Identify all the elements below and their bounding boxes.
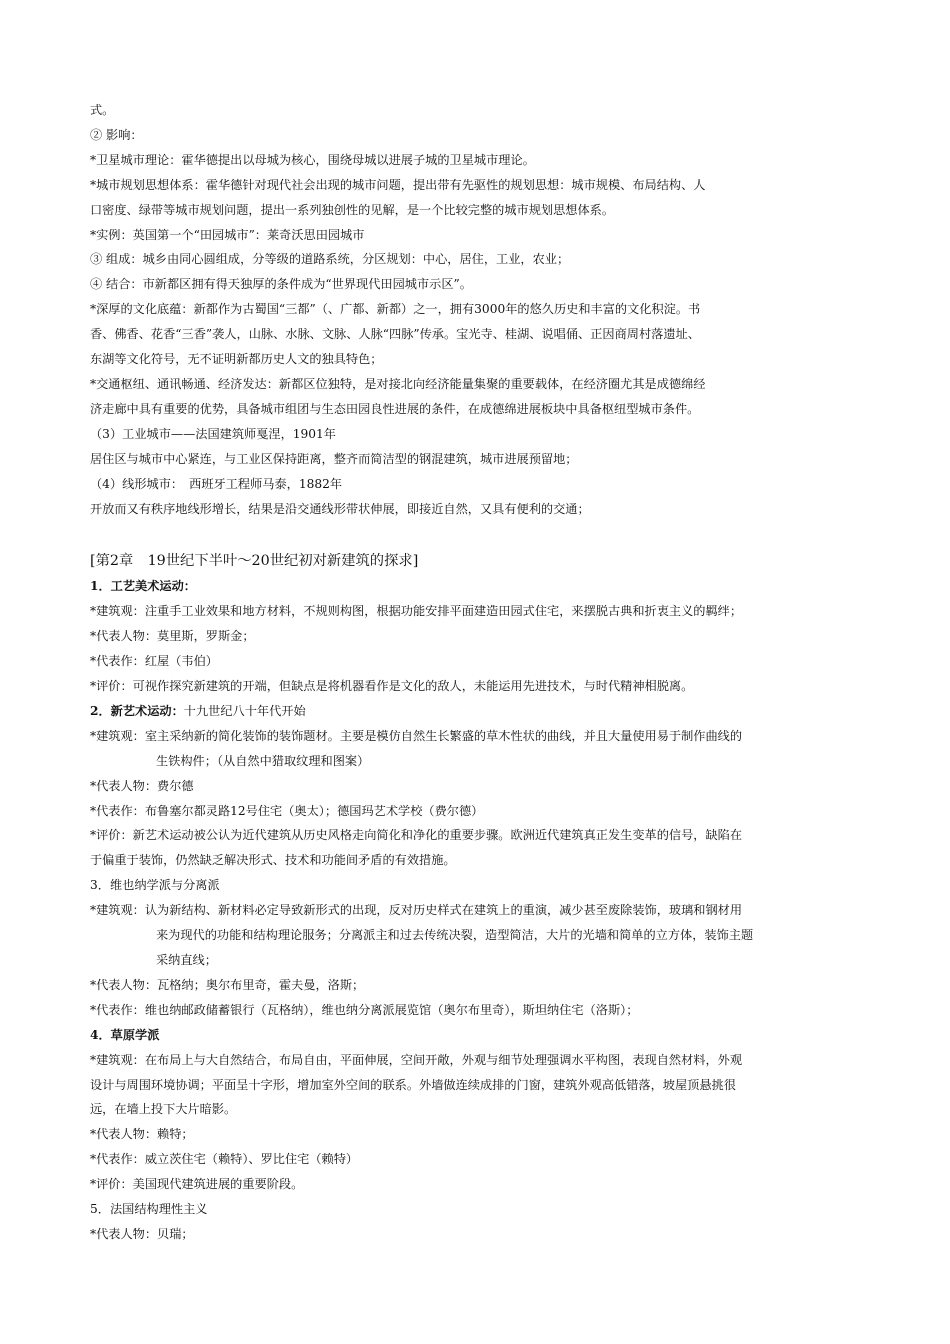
text-line: *代表作：布鲁塞尔都灵路12号住宅（奥太）；德国玛艺术学校（费尔德） [90, 803, 484, 818]
section-garden-city [90, 98, 870, 521]
text-line: 口密度、绿带等城市规划问题，提出一系列独创性的见解，是一个比较完整的城市规划思想体系。 [90, 202, 615, 217]
text-line: *代表作：维也纳邮政储蓄银行（瓦格纳），维也纳分离派展览馆（奥尔布里奇），斯坦纳住宅（洛斯）； [90, 1002, 639, 1017]
section-title: 3．维也纳学派与分离派 [90, 878, 220, 893]
text-line: ② 影响： [90, 127, 143, 142]
section-prairie-school [90, 1023, 870, 1197]
text-line: 居住区与城市中心紧连，与工业区保持距离，整齐而简洁型的钢混建筑，城市进展预留地； [90, 451, 578, 466]
text-line: *建筑观：注重手工业效果和地方材料，不规则构图，根据功能安排平面建造田园式住宅，来摆脱古典和折衷主义的羁绊； [90, 604, 743, 619]
section-title: 1．工艺美术运动： [90, 579, 196, 594]
text-line: 设计与周围环境协调；平面呈十字形，增加室外空间的联系。外墙做连续成排的门窗，建筑外观高低错落，坡屋顶悬挑很 [90, 1077, 736, 1092]
text-line: （4）线形城市： 西班牙工程师马泰，1882年 [90, 476, 343, 491]
section-art-nouveau [90, 699, 870, 873]
text-line: *评价：美国现代建筑进展的重要阶段。 [90, 1177, 304, 1192]
document-page [90, 98, 870, 1247]
text-line: （3）工业城市——法国建筑师戛涅，1901年 [90, 426, 336, 441]
text-line: *评价：新艺术运动被公认为近代建筑从历史风格走向简化和净化的重要步骤。欧洲近代建筑真正发生变革的信号，缺陷在 [90, 828, 743, 843]
text-line-indented: 来为现代的功能和结构理论服务；分离派主和过去传统决裂，造型简洁，大片的光墙和简单的立方体，装饰主题 [156, 928, 754, 943]
section-title-line [90, 699, 870, 724]
text-line: 于偏重于装饰，仍然缺乏解决形式、技术和功能间矛盾的有效措施。 [90, 853, 456, 868]
chapter-heading: [第2章 19世纪下半叶～20世纪初对新建筑的探求] [90, 553, 419, 570]
text-line: *评价：可视作探究新建筑的开端，但缺点是将机器看作是文化的敌人，未能运用先进技术，与时代精神相脱离。 [90, 679, 694, 694]
text-line: *建筑观：室主采纳新的简化装饰的装饰题材。主要是模仿自然生长繁盛的草木性状的曲线，并且大量使用易于制作曲线的 [90, 728, 743, 743]
text-line: *交通枢纽、通讯畅通、经济发达：新都区位独特，是对接北向经济能量集聚的重要载体，在经济圈尤其是成德绵经 [90, 376, 706, 391]
spacer [90, 521, 870, 549]
text-line: 式。 [90, 103, 115, 117]
text-line: *代表人物：莫里斯，罗斯金； [90, 629, 255, 644]
text-line: *城市规划思想体系：霍华德针对现代社会出现的城市问题，提出带有先驱性的规划思想：城市规模、布局结构、人 [90, 177, 706, 192]
text-line: 香、佛香、花香“三香”袭人，山脉、水脉、文脉、人脉“四脉”传承。宝光寺、桂湖、说唱俑、正因商周村落遗址、 [90, 327, 700, 342]
text-line: *建筑观：在布局上与大自然结合，布局自由，平面伸展，空间开敞，外观与细节处理强调水平构图，表现自然材料，外观 [90, 1052, 743, 1067]
section-subtitle: 十九世纪八十年代开始 [183, 703, 306, 718]
section-arts-and-crafts [90, 574, 870, 699]
text-line: *建筑观：认为新结构、新材料必定导致新形式的出现，反对历史样式在建筑上的重演，减少甚至废除装饰，玻璃和钢材用 [90, 903, 743, 918]
text-line: *实例：英国第一个“田园城市”：莱奇沃思田园城市 [90, 227, 365, 242]
section-title: 5．法国结构理性主义 [90, 1202, 208, 1217]
section-vienna-secession [90, 873, 870, 1022]
text-line: *卫星城市理论：霍华德提出以母城为核心，围绕母城以进展子城的卫星城市理论。 [90, 152, 535, 167]
section-structural-rationalism [90, 1197, 870, 1247]
text-line: 东湖等文化符号，无不证明新都历史人文的独具特色； [90, 352, 383, 367]
text-line: *深厚的文化底蕴：新都作为古蜀国“三都”（、广都、新都）之一，拥有3000年的悠久历史和丰富的文化积淀。书 [90, 302, 701, 317]
section-title: 4．草原学派 [90, 1027, 160, 1042]
text-line-indented: 生铁构件；（从自然中猎取纹理和图案） [156, 753, 370, 768]
text-line: ③ 组成：城乡由同心圆组成，分等级的道路系统，分区规划：中心，居住，工业，农业； [90, 252, 570, 267]
section-title: 2．新艺术运动： [90, 703, 184, 718]
text-line: ④ 结合：市新都区拥有得天独厚的条件成为“世界现代田园城市示区”。 [90, 277, 472, 292]
text-line: 济走廊中具有重要的优势，具备城市组团与生态田园良性进展的条件，在成德绵进展板块中具备枢纽型城市条件。 [90, 401, 700, 416]
text-line-indented: 采纳直线； [156, 953, 217, 967]
text-line: *代表作：红屋（韦伯） [90, 654, 218, 669]
text-line: *代表人物：费尔德 [90, 778, 194, 793]
text-line: *代表人物：贝瑞； [90, 1226, 194, 1241]
text-line: *代表人物：瓦格纳；奥尔布里奇，霍夫曼，洛斯； [90, 977, 365, 992]
text-line: 开放而又有秩序地线形增长，结果是沿交通线形带状伸展，即接近自然，又具有便利的交通； [90, 501, 590, 516]
text-line: 远，在墙上投下大片暗影。 [90, 1102, 237, 1117]
text-line: *代表人物：赖特； [90, 1127, 194, 1142]
text-line: *代表作：威立茨住宅（赖特）、罗比住宅（赖特） [90, 1152, 359, 1167]
